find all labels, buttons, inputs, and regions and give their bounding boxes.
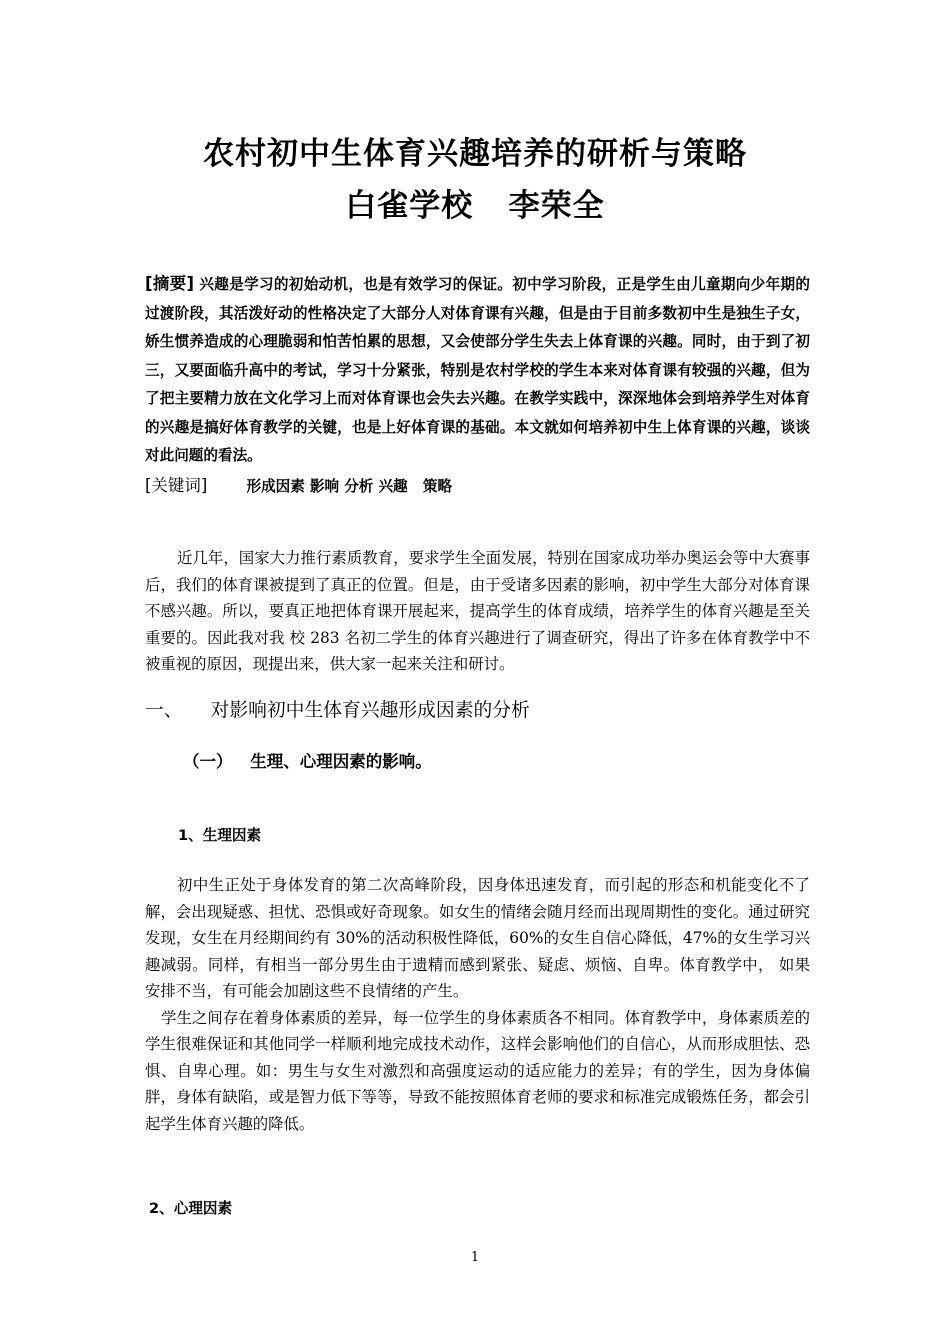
subsection-number: （一） (183, 752, 233, 771)
author-line: 白雀学校 李荣全 (345, 188, 605, 224)
physiology-paragraphs (145, 872, 810, 1137)
keywords (145, 475, 452, 498)
subsection-heading (183, 748, 432, 772)
abstract-tag: [摘要] (145, 274, 194, 293)
document-title: 农村初中生体育兴趣培养的研析与策略 (203, 136, 747, 172)
physiology-paragraph-1: 初中生正处于身体发育的第二次高峰阶段，因身体迅速发育，而引起的形态和机能变化不了解，会出现疑惑、担忧、恐惧或好奇现象。如女生的情绪会随月经而出现周期性的变化。通过研究发现，女生在月经期间约有 30%的活动积极性降低，60%的女生自信心降低，47%的女生学习兴趣减弱。同样，有相当一部分男生由于遗精而感到紧张、疑虑、烦恼、自卑。体育教学中， 如果安排不当，有可能会加剧这些不良情绪的产生。 (145, 876, 810, 1000)
intro-text: 近几年，国家大力推行素质教育，要求学生全面发展，特别在国家成功举办奥运会等中大赛事后，我们的体育课被提到了真正的位置。但是，由于受诸多因素的影响，初中学生大部分对体育课不感兴趣。所以，要真正地把体育课开展起来，提高学生的体育成绩，培养学生的体育兴趣是至关重要的。因此我对我 校 283 名初二学生的体育兴趣进行了调查研究，得出了许多在体育教学中不被重视的原因，现提出来，供大家一起来关注和研讨。 (145, 549, 810, 673)
section-number: 一、 (145, 700, 183, 721)
subsubsection-heading-psychology: 2、心理因素 (149, 1200, 233, 1217)
subsection-title: 生理、心理因素的影响。 (250, 752, 432, 771)
section-heading (145, 695, 530, 722)
page-number: 1 (470, 1250, 480, 1265)
keywords-tag: [关键词] (145, 476, 208, 495)
abstract-text: 兴趣是学习的初始动机，也是有效学习的保证。初中学习阶段，正是学生由儿童期向少年期的过渡阶段，其活泼好动的性格决定了大部分人对体育课有兴趣，但是由于目前多数初中生是独生子女，娇生惯养造成的心理脆弱和怕苦怕累的思想，又会使部分学生失去上体育课的兴趣。同时，由于到了初三，又要面临升高中的考试，学习十分紧张，特别是农村学校的学生本来对体育课有较强的兴趣，但为了把主要精力放在文化学习上而对体育课也会失去兴趣。在教学实践中，深深地体会到培养学生对体育的兴趣是搞好体育教学的关键，也是上好体育课的基础。本文就如何培养初中生上体育课的兴趣，谈谈对此问题的看法。 (145, 276, 810, 464)
keywords-text: 形成因素 影响 分析 兴趣 策略 (246, 478, 453, 495)
physiology-paragraph-2: 学生之间存在着身体素质的差异，每一位学生的身体素质各不相同。体育教学中，身体素质差的学生很难保证和其他同学一样顺利地完成技术动作，这样会影响他们的自信心，从而形成胆怯、恐惧、自卑心理。如：男生与女生对激烈和高强度运动的适应能力的差异；有的学生，因为身体偏胖，身体有缺陷，或是智力低下等等，导致不能按照体育老师的要求和标准完成锻炼任务，都会引起学生体育兴趣的降低。 (145, 1008, 810, 1133)
intro-paragraph (145, 545, 810, 678)
abstract (145, 270, 810, 471)
subsubsection-heading-physiology: 1、生理因素 (178, 827, 262, 844)
section-title: 对影响初中生体育兴趣形成因素的分析 (210, 700, 530, 721)
